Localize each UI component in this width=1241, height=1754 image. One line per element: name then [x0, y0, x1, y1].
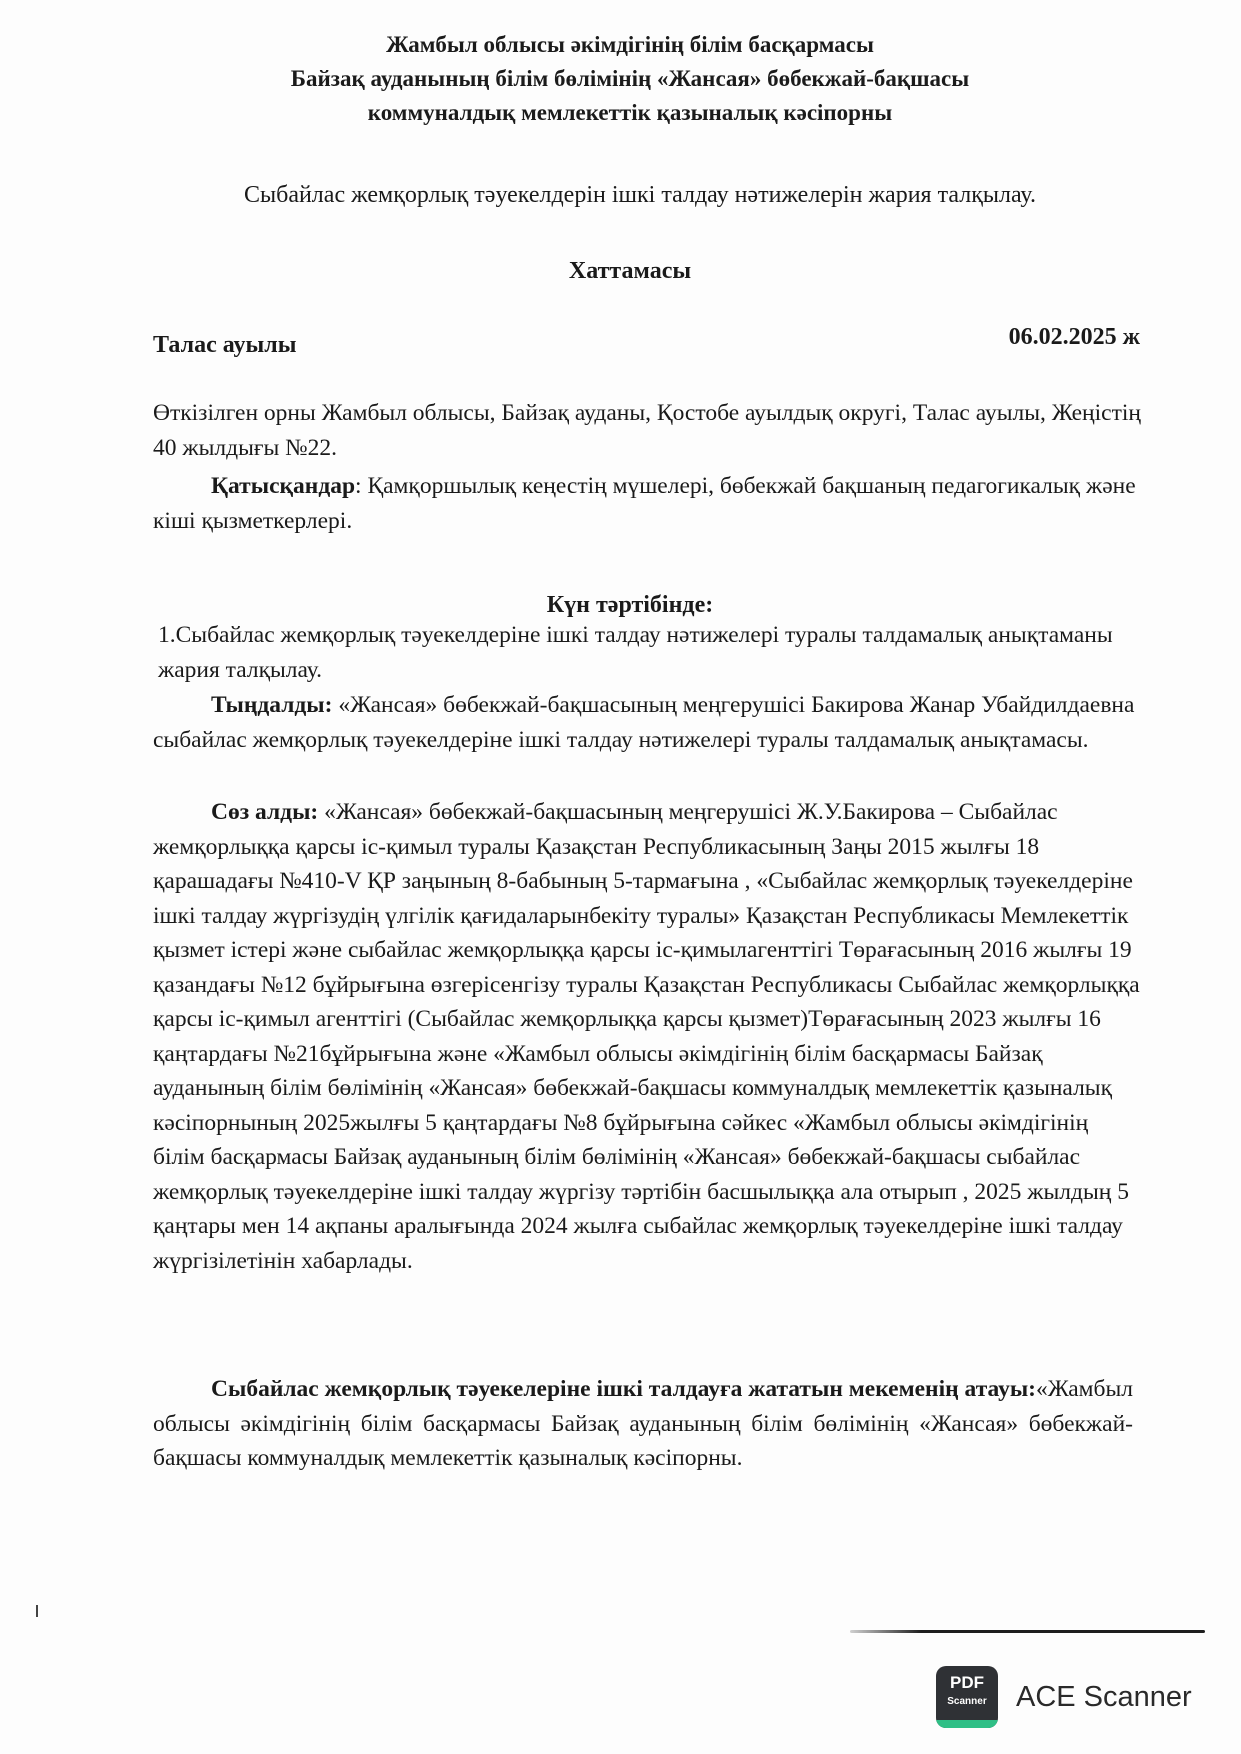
document-date: 06.02.2025 ж [1008, 324, 1140, 350]
institution-paragraph [153, 1372, 1133, 1476]
venue-paragraph: Өткізілген орны Жамбыл облысы, Байзақ ауданы, Қостобе ауылдық округі, Талас ауылы, Жеңістің 40 жылдығы №22. [153, 400, 1141, 461]
spoke-paragraph [153, 795, 1143, 1278]
agenda-item-1: 1.Сыбайлас жемқорлық тәуекелдеріне ішкі талдау нәтижелері туралы талдамалық анықтаманы жария талқылау. [158, 622, 1113, 683]
pdf-scanner-icon [936, 1666, 998, 1728]
footer-rule [850, 1630, 1205, 1633]
listened-paragraph [153, 688, 1143, 757]
participants-label: Қатысқандар [211, 473, 356, 499]
document-place: Талас ауылы [153, 332, 297, 358]
institution-text: «Жамбыл облысы әкімдігінің білім басқармасы Байзақ ауданының білім бөлімінің «Жансая» бөбекжай-бақшасы коммуналдық мемлекеттік қазыналық кәсіпорны. [153, 1376, 1133, 1471]
participants-paragraph [153, 469, 1143, 538]
scanner-watermark-label: ACE Scanner [1016, 1680, 1192, 1713]
agenda-title: Күн тәртібінде: [546, 592, 714, 618]
scanner-watermark [936, 1665, 1192, 1729]
scan-mark [36, 1605, 38, 1617]
org-header [150, 28, 1110, 130]
org-header-line-2: Байзақ ауданының білім бөлімінің «Жансая» бөбекжай-бақшасы [290, 66, 970, 91]
org-header-line-3: коммуналдық мемлекеттік қазыналық кәсіпорны [367, 100, 893, 125]
spoke-label: Сөз алды: [211, 799, 319, 825]
spoke-text: «Жансая» бөбекжай-бақшасының меңгерушісі Ж.У.Бакирова – Сыбайлас жемқорлыққа қарсы іс-қимыл туралы Қазақстан Республикасының Заңы 2015 жылғы 18 қарашадағы №410-V ҚР заңының 8-бабының 5-тармағына , «Сыбайлас жемқорлық тәуекелдеріне ішкі талдау жүргізудің үлгілік қағидаларынбекіту туралы» Қазақстан Республикасы Мемлекеттік қызмет істері және сыбайлас жемқорлыққа қарсы іс-қимылагенттігі Төрағасының 2016 жылғы 19 қазандағы №12 бұйрығына өзгерісенгізу туралы Қазақстан Республикасы Сыбайлас жемқорлыққа қарсы іс-қимыл агенттігі (Сыбайлас жемқорлыққа қарсы қызмет)Төрағасының 2023 жылғы 16 қаңтардағы №21бұйрығына және «Жамбыл облысы әкімдігінің білім басқармасы Байзақ ауданының білім бөлімінің «Жансая» бөбекжай-бақшасы коммуналдық мемлекеттік қазыналық кәсіпорнының 2025жылғы 5 қаңтардағы №8 бұйрығына сәйкес «Жамбыл облысы әкімдігінің білім басқармасы Байзақ ауданының білім бөлімінің «Жансая» бөбекжай-бақшасы сыбайлас жемқорлық тәуекелдеріне ішкі талдау жүргізу тәртібін басшылыққа ала отырып , 2025 жылдың 5 қаңтары мен 14 ақпаны аралығында 2024 жылға сыбайлас жемқорлық тәуекелдеріне ішкі талдау жүргізілетінін хабарлады. [153, 799, 1140, 1274]
listened-text: «Жансая» бөбекжай-бақшасының меңгерушісі Бакирова Жанар Убайдилдаевна сыбайлас жемқорлық тәуекелдеріне ішкі талдау нәтижелері туралы талдамалық анықтамасы. [153, 692, 1135, 753]
pdf-scanner-icon-accent [936, 1720, 998, 1728]
participants-text: : Қамқоршылық кеңестің мүшелері, бөбекжай бақшаның педагогикалық және кіші қызметкерлері. [153, 473, 1136, 534]
org-header-line-1: Жамбыл облысы әкімдігінің білім басқармасы [386, 32, 874, 57]
pdf-scanner-icon-sublabel: Scanner [947, 1696, 987, 1707]
pdf-scanner-icon-label: PDF [950, 1673, 984, 1692]
listened-label: Тыңдалды: [211, 692, 333, 718]
institution-label: Сыбайлас жемқорлық тәуекелеріне ішкі талдауға жататын мекеменің атауы: [211, 1376, 1036, 1402]
document-title: Хаттамасы [568, 258, 692, 284]
document-subject: Сыбайлас жемқорлық тәуекелдерін ішкі талдау нәтижелерін жария талқылау. [243, 182, 1037, 208]
